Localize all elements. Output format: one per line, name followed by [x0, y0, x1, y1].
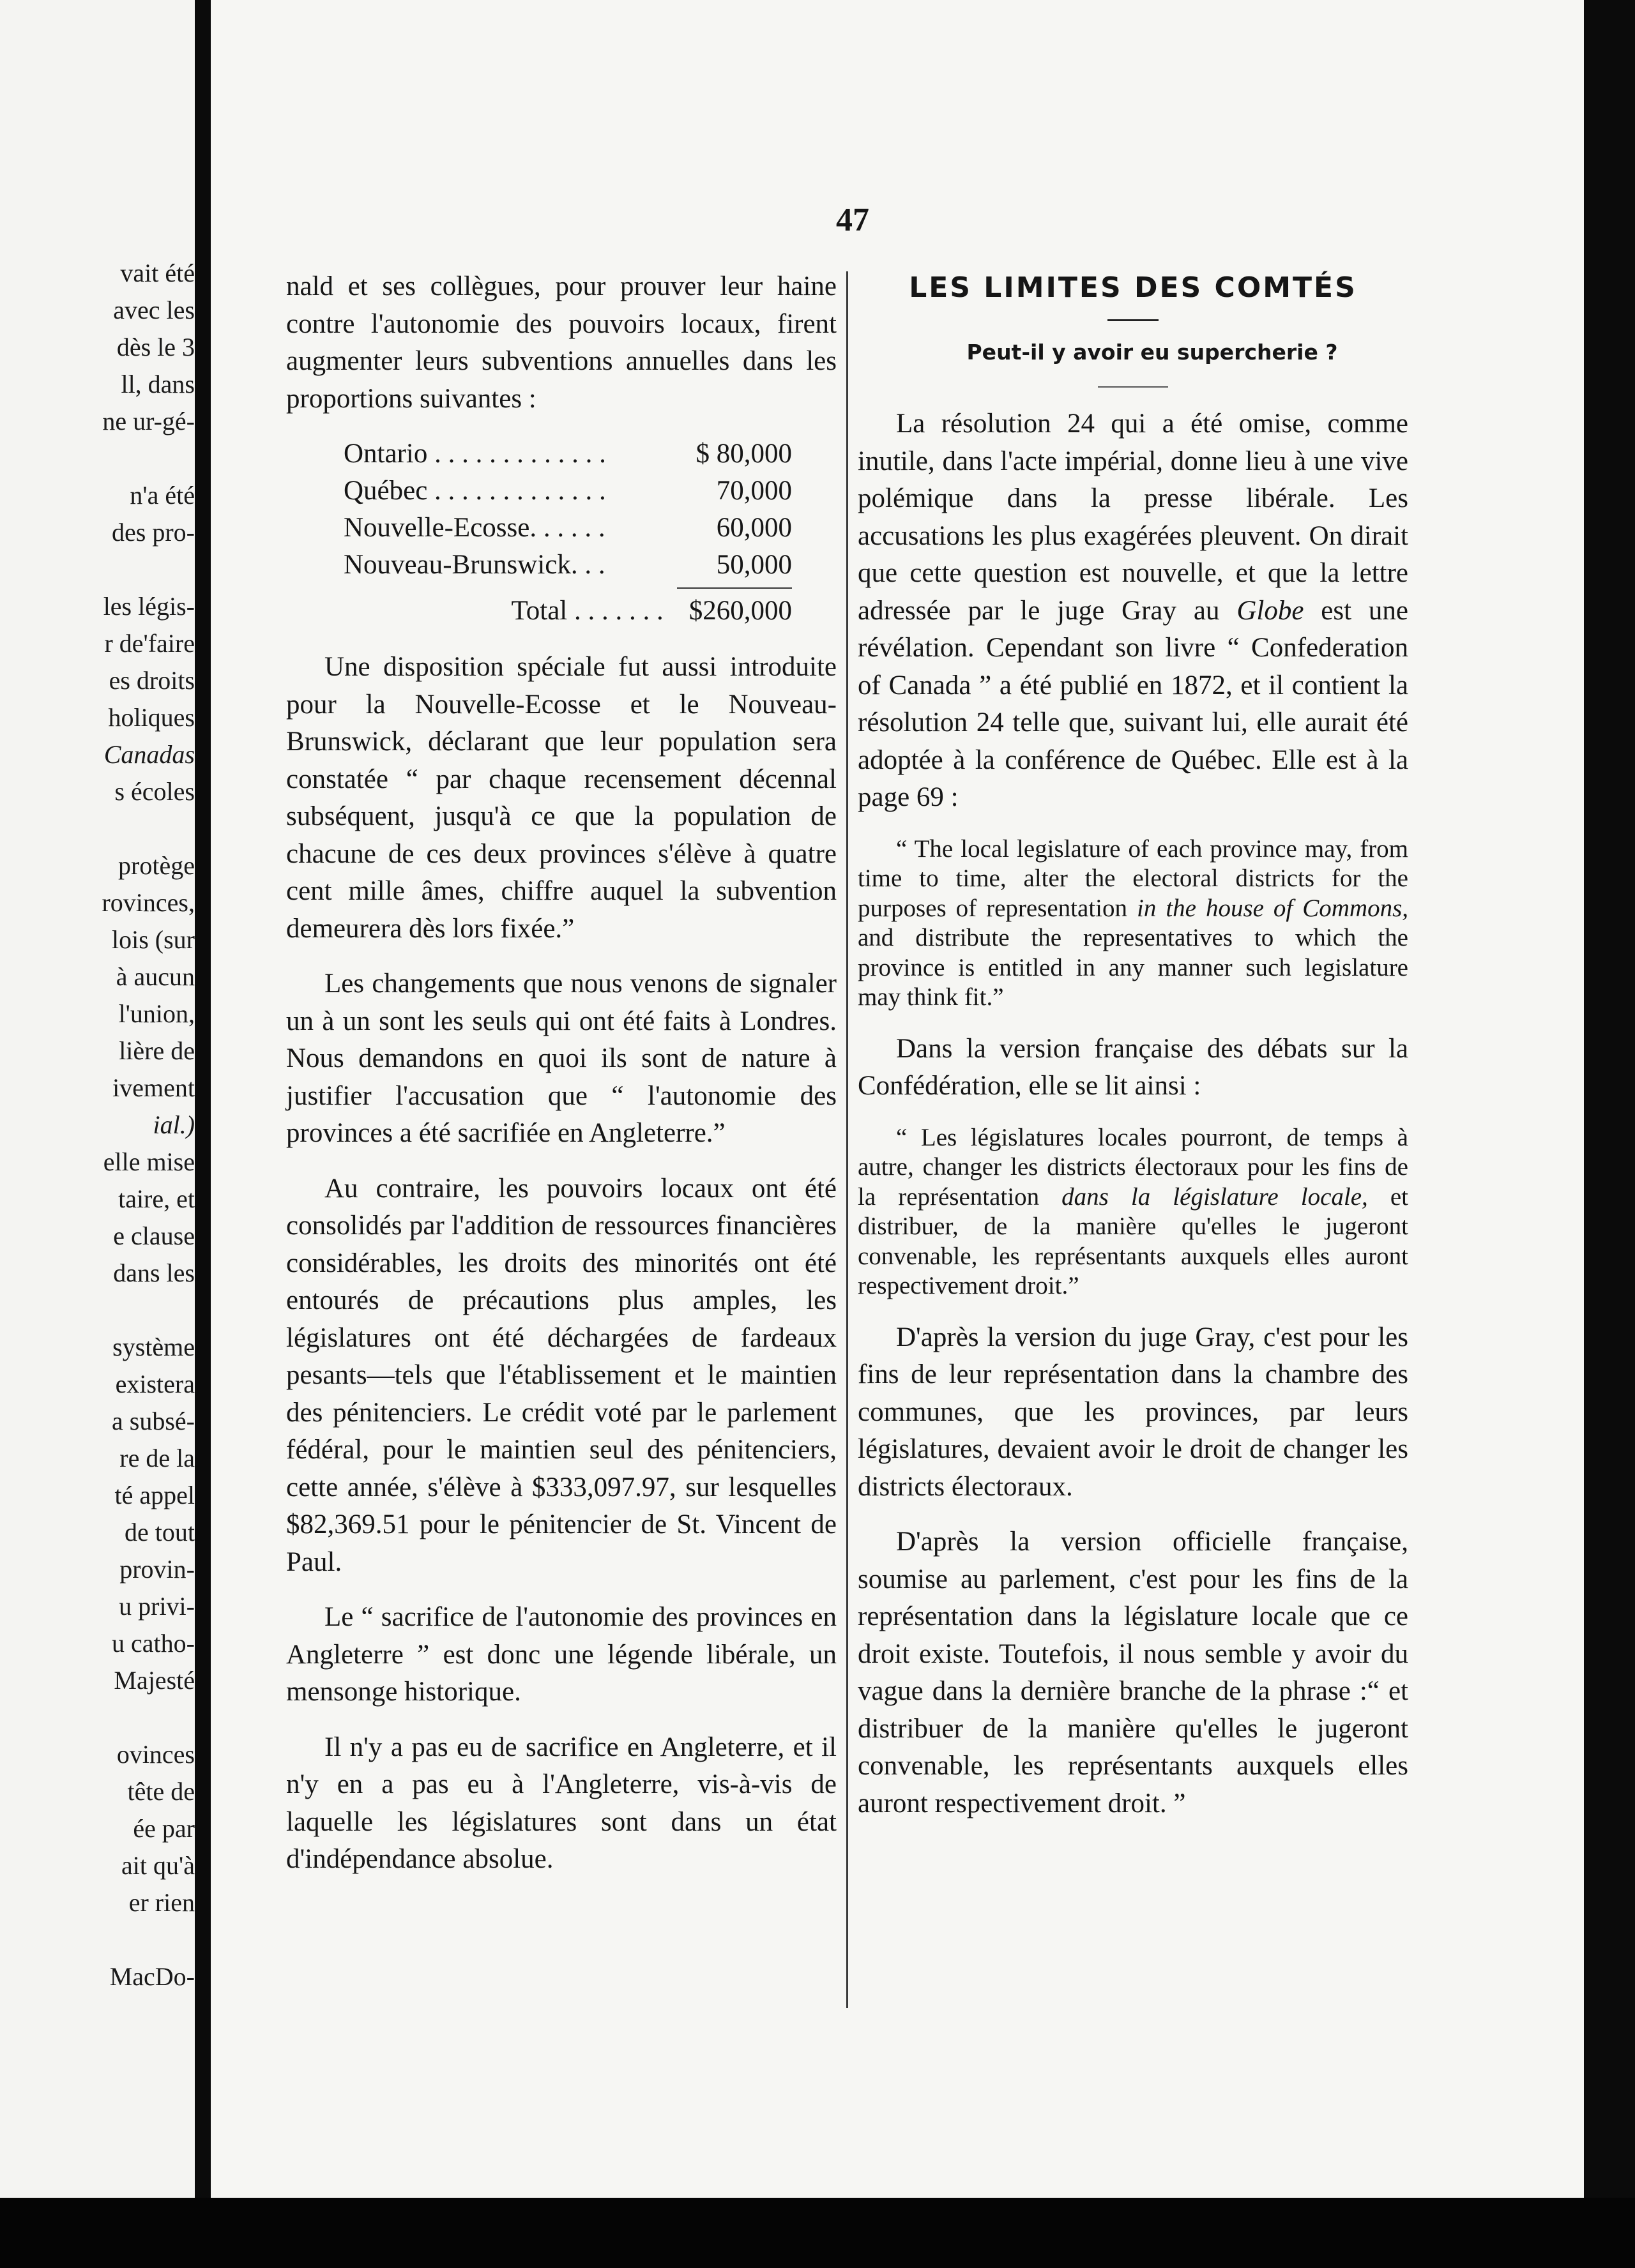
prev-page-line: les légis- [103, 592, 195, 621]
subsidy-row [286, 435, 837, 472]
prev-page-line: e clause [113, 1221, 195, 1250]
prev-page-line: ait qu'à [121, 1851, 195, 1880]
section-title: LES LIMITES DES COMTÉS [909, 271, 1357, 304]
prev-page-line: a subsé- [112, 1407, 195, 1435]
prev-page-line: er rien [128, 1888, 195, 1917]
scan-border-bottom [0, 2198, 1635, 2268]
column-divider [846, 271, 848, 2008]
prev-page-line: u catho- [112, 1629, 195, 1658]
paragraph: Les changements que nous venons de signaler un à un sont les seuls qui ont été faits à Londres. Nous demandons en quoi ils sont de nature à justifier l'accusation que “ l'autonomie des provinces a été sacrifiée en Angleterre.” [286, 969, 837, 1148]
total-label: Total . . . . . . . [511, 596, 664, 626]
subsidy-row [286, 472, 837, 510]
quote-text: “ Les législatures locales pourront, de temps à autre, changer les districts électoraux pour les fins de la représentation [858, 1123, 1408, 1211]
paragraph: Au contraire, les pouvoirs locaux ont été consolidés par l'addition de ressources financières considérables, les droits des minorités ont été entourés de précautions plus amples, les législatures ont été déchargées de fardeaux pesants—tels que l'établissement et le maintien des pénitenciers. Le crédit voté par le parlement fédéral, pour le maintien seul des pénitenciers, cette année, s'élève à $333,097.97, sur lesquelles $82,369.51 pour le pénitencier de St. Vincent de Paul. [286, 1173, 837, 1577]
prev-page-line: vait été [120, 259, 195, 287]
section-subtitle: Peut-il y avoir eu supercherie ? [966, 340, 1338, 365]
paragraph: Dans la version française des débats sur la Confédération, elle se lit ainsi : [858, 1033, 1408, 1101]
prev-page-line: système [112, 1333, 195, 1361]
right-column [858, 268, 1408, 1840]
subsidy-amount: $ 80,000 [696, 439, 792, 469]
prev-page-line: existera [115, 1370, 195, 1398]
total-rule [677, 587, 792, 589]
prev-page-line: ée par [133, 1814, 195, 1843]
prev-page-line: elle mise [103, 1147, 195, 1176]
subsidy-table [286, 435, 837, 630]
paragraph [858, 405, 1408, 817]
prev-page-line: MacDo- [109, 1962, 195, 1991]
quote-text: et distribuer, de la manière qu'elles le jugeront convenable, les représentants auxquels elles auront respectivement droit.” [858, 1183, 1408, 1299]
subsidy-amount: 60,000 [716, 513, 792, 543]
prev-page-line: ovinces [116, 1740, 195, 1769]
prev-page-line: protège [118, 851, 195, 880]
newspaper-name: Globe [1236, 595, 1304, 626]
quote-text: and distribute the representatives to which the province is entitled in any manner such legislature may think fit.” [858, 924, 1408, 1011]
prev-page-line: dès le 3 [116, 333, 195, 361]
prev-page-line: lière de [119, 1036, 195, 1065]
subtitle-rule [1098, 386, 1168, 388]
prev-page-line: re de la [119, 1444, 195, 1472]
previous-page-fragment [0, 0, 195, 2268]
quote-english [858, 835, 1408, 1013]
scan-border-right [1584, 0, 1635, 2198]
paragraph: D'après la version officielle française, soumise au parlement, c'est pour les fins de la représentation dans la législature locale que ce droit existe. Toutefois, il nous semble y avoir du vague dans la dernière branche de la phrase :“ et distribuer de la manière qu'elles le jugeront convenable, les représentants auxquels elles auront respectivement droit. ” [858, 1527, 1408, 1818]
subsidy-province: Ontario . . . . . . . . . . . . . [344, 439, 606, 469]
paragraph: D'après la version du juge Gray, c'est pour les fins de leur représentation dans la chambre des communes, que les provinces, par leurs législatures, devaient avoir le droit de changer les districts électoraux. [858, 1322, 1408, 1502]
title-rule [1107, 319, 1159, 321]
subsidy-province: Nouveau-Brunswick. . . [344, 550, 605, 580]
prev-page-line: des pro- [112, 518, 195, 547]
prev-page-line: de tout [125, 1518, 195, 1546]
quote-emphasis: in the house of Commons, [1137, 894, 1409, 922]
paragraph-text: est une révélation. Cependant son livre “ Confederation of Canada ” a été publié en 1872, et il contient la résolution 24 telle que, suivant lui, elle aurait été adoptée à la conférence de Québec. Elle est à la page 69 : [858, 595, 1409, 812]
prev-page-line: r de'faire [104, 629, 195, 658]
prev-page-line: té appel [114, 1481, 195, 1509]
total-amount: $260,000 [688, 596, 792, 626]
prev-page-line: ll, dans [121, 370, 195, 398]
paragraph: Il n'y a pas eu de sacrifice en Angleterre, et il n'y en a pas eu à l'Angleterre, vis-à-vis de laquelle les législatures sont dans un état d'indépendance absolue. [286, 1732, 837, 1874]
subsidy-amount: 70,000 [716, 476, 792, 506]
prev-page-line: u privi- [119, 1592, 195, 1621]
quote-text: “ The local legislature of each province may, from time to time, alter the electoral districts for the purposes of representation [858, 835, 1408, 922]
prev-page-line: n'a été [130, 481, 195, 510]
prev-page-line: holiques [108, 703, 195, 732]
quote-emphasis: dans la législature locale, [1061, 1183, 1368, 1211]
subsidy-amount: 50,000 [716, 550, 792, 580]
page-number: 47 [836, 202, 869, 238]
paragraph: nald et ses collègues, pour prouver leur haine contre l'autonomie des pouvoirs locaux, firent augmenter leurs subventions annuelles dans les proportions suivantes : [286, 271, 837, 414]
prev-page-line: ivement [112, 1073, 195, 1102]
quote-french [858, 1123, 1408, 1301]
subsidy-province: Québec . . . . . . . . . . . . . [344, 476, 606, 506]
paragraph-text: La résolution 24 qui a été omise, comme inutile, dans l'acte impérial, donne lieu à une vive polémique dans la presse libérale. Les accusations les plus exagérées pleuvent. On dirait que cette question est nouvelle, et que la lettre adressée par le juge Gray au [858, 409, 1408, 626]
subsidy-row [286, 547, 837, 584]
left-column [286, 268, 837, 1896]
prev-page-line: l'union, [118, 999, 195, 1028]
subsidy-province: Nouvelle-Ecosse. . . . . . [344, 513, 605, 543]
prev-page-line: s écoles [114, 777, 195, 806]
prev-page-line: provin- [119, 1555, 195, 1584]
prev-page-line: taire, et [118, 1184, 195, 1213]
prev-page-line: lois (sur [112, 925, 195, 954]
paragraph: Le “ sacrifice de l'autonomie des provinces en Angleterre ” est donc une légende libérale, un mensonge historique. [286, 1602, 837, 1707]
paragraph: Une disposition spéciale fut aussi introduite pour la Nouvelle-Ecosse et le Nouveau-Brunswick, déclarant que leur population sera constatée “ par chaque recensement décennal subséquent, jusqu'à ce que la population de chacune de ces deux provinces s'élève à quatre cent mille âmes, chiffre auquel la subvention demeurera dès lors fixée.” [286, 652, 837, 944]
prev-page-line: à aucun [116, 962, 195, 991]
prev-page-line: es droits [109, 666, 195, 695]
prev-page-line: Canadas [103, 740, 195, 769]
prev-page-line: ial.) [153, 1110, 195, 1139]
subsidy-total-row [286, 593, 837, 630]
subsidy-row [286, 510, 837, 547]
prev-page-line: avec les [113, 296, 195, 324]
prev-page-line: Majesté [114, 1666, 195, 1695]
prev-page-line: dans les [113, 1259, 195, 1287]
prev-page-line: ne ur-gé- [102, 407, 195, 435]
prev-page-line: rovinces, [102, 888, 195, 917]
prev-page-line: tête de [127, 1777, 195, 1806]
page-gutter [195, 0, 211, 2268]
